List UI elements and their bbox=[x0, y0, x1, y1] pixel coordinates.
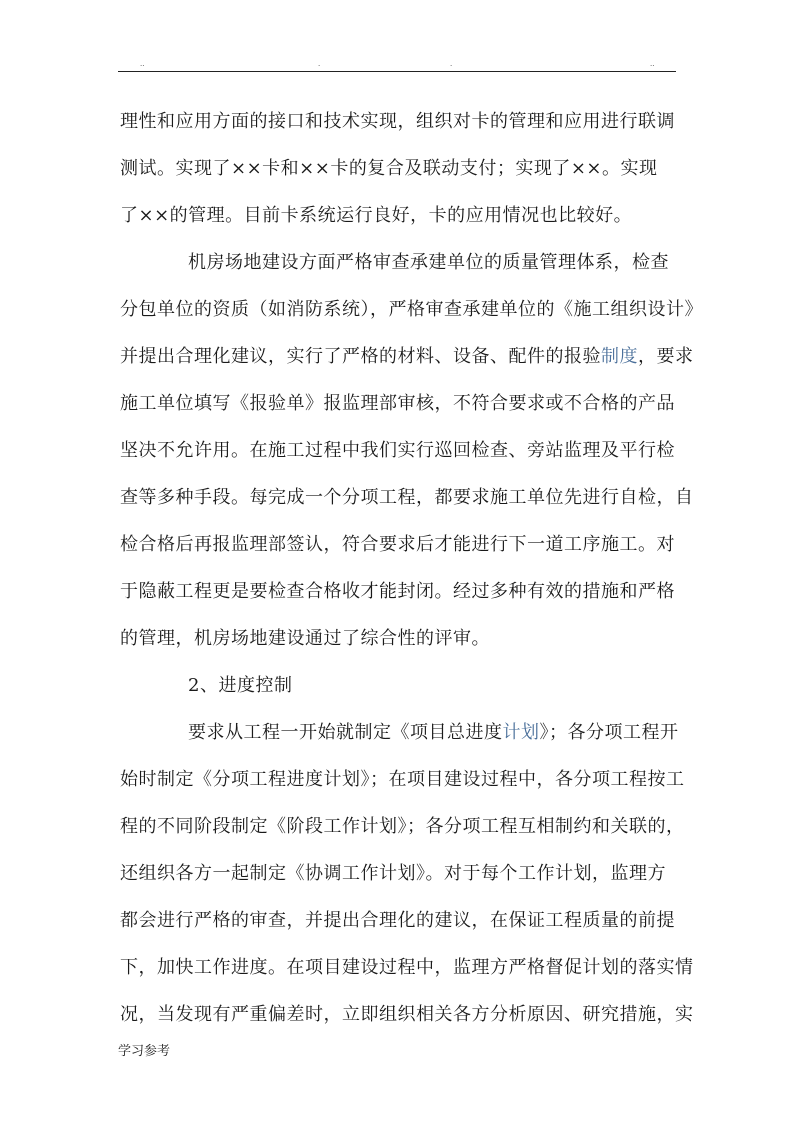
text-line: 机房场地建设方面严格审查承建单位的质量管理体系，检查 bbox=[188, 252, 669, 273]
text-line: 理性和应用方面的接口和技术实现，组织对卡的管理和应用进行联调 bbox=[120, 111, 675, 132]
regulation-link[interactable]: 制度 bbox=[601, 346, 638, 367]
section-heading: 2、进度控制 bbox=[188, 675, 293, 696]
text-line: 都会进行严格的审查，并提出合理化的建议，在保证工程质量的前提 bbox=[120, 910, 675, 931]
text-line: 了××的管理。目前卡系统运行良好，卡的应用情况也比较好。 bbox=[120, 205, 633, 226]
text-line: 程的不同阶段制定《阶段工作计划》；各分项工程互相制约和关联的， bbox=[120, 816, 685, 837]
header-dot-mark: .. bbox=[140, 60, 145, 68]
text-line: 下，加快工作进度。在项目建设过程中，监理方严格督促计划的落实情 bbox=[120, 957, 694, 978]
text-line: 的管理，机房场地建设通过了综合性的评审。 bbox=[120, 628, 490, 649]
text-line: 检合格后再报监理部签认，符合要求后才能进行下一道工序施工。对 bbox=[120, 534, 675, 555]
footer-label: 学习参考 bbox=[118, 1044, 171, 1059]
header-dot-mark: . bbox=[450, 60, 453, 68]
text-line: 始时制定《分项工程进度计划》；在项目建设过程中，各分项工程按工 bbox=[120, 769, 685, 790]
text-span: ，要求 bbox=[638, 346, 694, 367]
document-body bbox=[120, 98, 703, 1038]
text-line: 还组织各方一起制定《协调工作计划》。对于每个工作计划，监理方 bbox=[120, 863, 666, 884]
text-line: 况，当发现有严重偏差时，立即组织相关各方分析原因、研究措施，实 bbox=[120, 1004, 694, 1025]
text-line: 坚决不允许用。在施工过程中我们实行巡回检查、旁站监理及平行检 bbox=[120, 440, 675, 461]
text-span: 》；各分项工程开 bbox=[539, 722, 679, 743]
text-span: 并提出合理化建议，实行了严格的材料、设备、配件的报验 bbox=[120, 346, 601, 367]
text-line: 施工单位填写《报验单》报监理部审核，不符合要求或不合格的产品 bbox=[120, 393, 675, 414]
text-line: 查等多种手段。每完成一个分项工程，都要求施工单位先进行自检，自 bbox=[120, 487, 694, 508]
header-dot-mark: . bbox=[318, 60, 321, 68]
plan-link[interactable]: 计划 bbox=[502, 722, 540, 743]
text-line: 测试。实现了××卡和××卡的复合及联动支付；实现了××。实现 bbox=[120, 158, 658, 179]
text-line bbox=[120, 709, 679, 756]
header-dot-mark: .. bbox=[650, 60, 655, 68]
text-line bbox=[120, 333, 694, 380]
header-rule bbox=[118, 71, 676, 72]
text-line: 于隐蔽工程更是要检查合格收才能封闭。经过多种有效的措施和严格 bbox=[120, 581, 675, 602]
text-span: 要求从工程一开始就制定《项目总进度 bbox=[188, 722, 503, 743]
text-line: 分包单位的资质（如消防系统），严格审查承建单位的《施工组织设计》 bbox=[120, 299, 703, 320]
